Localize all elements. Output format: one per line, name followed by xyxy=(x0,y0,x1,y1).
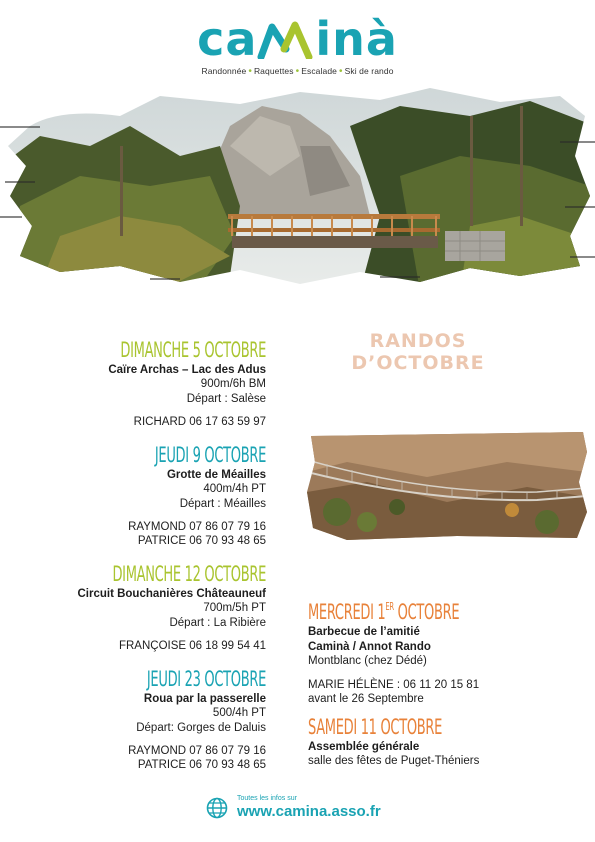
suspension-bridge-image xyxy=(307,432,587,540)
event-date: JEUDI 9 OCTOBRE xyxy=(154,443,266,467)
header xyxy=(0,14,595,77)
website-link[interactable]: www.camina.asso.fr xyxy=(237,803,381,820)
event-name: Grotte de Méailles xyxy=(166,469,266,481)
globe-icon xyxy=(206,797,228,819)
event-detail: Départ : La Ribière xyxy=(169,616,266,629)
event-card xyxy=(308,595,588,706)
event-contact-note: avant le 26 Septembre xyxy=(308,692,424,705)
page-title xyxy=(318,330,518,374)
event-detail: Départ : Salèse xyxy=(186,392,266,405)
event-date: SAMEDI 11 OCTOBRE xyxy=(308,715,443,739)
event-contact: RAYMOND 07 86 07 79 16 xyxy=(128,745,266,757)
activity-item: Raquettes xyxy=(253,66,294,76)
event-place: Montblanc (chez Dédé) xyxy=(308,655,427,667)
bullet-dot-icon: • xyxy=(295,66,300,77)
event-date: DIMANCHE 12 OCTOBRE xyxy=(112,562,266,586)
event-detail: 900m/6h BM xyxy=(200,378,266,390)
footer-caption: Toutes les infos sur xyxy=(237,795,297,802)
activity-item: Randonnée xyxy=(201,66,247,76)
event-card xyxy=(308,715,588,769)
event-contact: PATRICE 06 70 93 48 65 xyxy=(137,759,266,771)
event-contact: RAYMOND 07 86 07 79 16 xyxy=(128,521,266,533)
bullet-dot-icon: • xyxy=(338,66,343,77)
event-detail: Départ : Méailles xyxy=(179,497,266,510)
event-detail: 400m/4h PT xyxy=(203,483,266,495)
event-detail: 500/4h PT xyxy=(212,707,266,719)
activities-tagline xyxy=(0,66,595,77)
activity-item: Escalade xyxy=(301,66,337,76)
logo-text-right: inà xyxy=(315,12,398,66)
activity-item: Ski de rando xyxy=(344,66,394,76)
event-contact: MARIE HÉLÈNE : 06 11 20 15 81 xyxy=(308,678,480,691)
event-card xyxy=(6,443,266,548)
event-name: Roua par la passerelle xyxy=(143,693,266,705)
event-card xyxy=(6,562,266,653)
event-contact: FRANÇOISE 06 18 99 54 41 xyxy=(118,640,266,652)
bullet-dot-icon: • xyxy=(248,66,252,77)
event-contact: PATRICE 06 70 93 48 65 xyxy=(137,535,266,547)
event-card xyxy=(6,667,266,772)
event-name: Caminà / Annot Rando xyxy=(308,641,431,653)
event-date-suffix: OCTOBRE xyxy=(393,600,460,624)
logo-text-left: ca xyxy=(197,12,258,66)
event-name: Circuit Bouchanières Châteauneuf xyxy=(77,588,266,600)
event-date: DIMANCHE 5 OCTOBRE xyxy=(120,338,266,362)
event-name: Assemblée générale xyxy=(308,741,420,753)
event-place: salle des fêtes de Puget-Théniers xyxy=(308,755,480,767)
hero-bridge-image xyxy=(0,86,595,291)
event-date xyxy=(308,595,482,624)
event-card xyxy=(6,338,266,429)
event-date-sup: ER xyxy=(385,600,394,613)
event-contact: RICHARD 06 17 63 59 97 xyxy=(133,416,266,428)
event-date: JEUDI 23 OCTOBRE xyxy=(146,667,266,691)
mountain-logo-icon xyxy=(257,19,315,59)
event-detail: 700m/5h PT xyxy=(203,602,266,614)
event-name: Barbecue de l’amitié xyxy=(308,626,420,638)
event-detail: Départ: Gorges de Daluis xyxy=(136,721,266,734)
title-line-2: D’OCTOBRE xyxy=(351,352,485,374)
camina-logo xyxy=(197,14,398,64)
event-name: Caïre Archas – Lac des Adus xyxy=(108,364,266,376)
event-date-prefix: MERCREDI 1 xyxy=(308,600,386,624)
title-line-1: RANDOS xyxy=(369,330,467,352)
